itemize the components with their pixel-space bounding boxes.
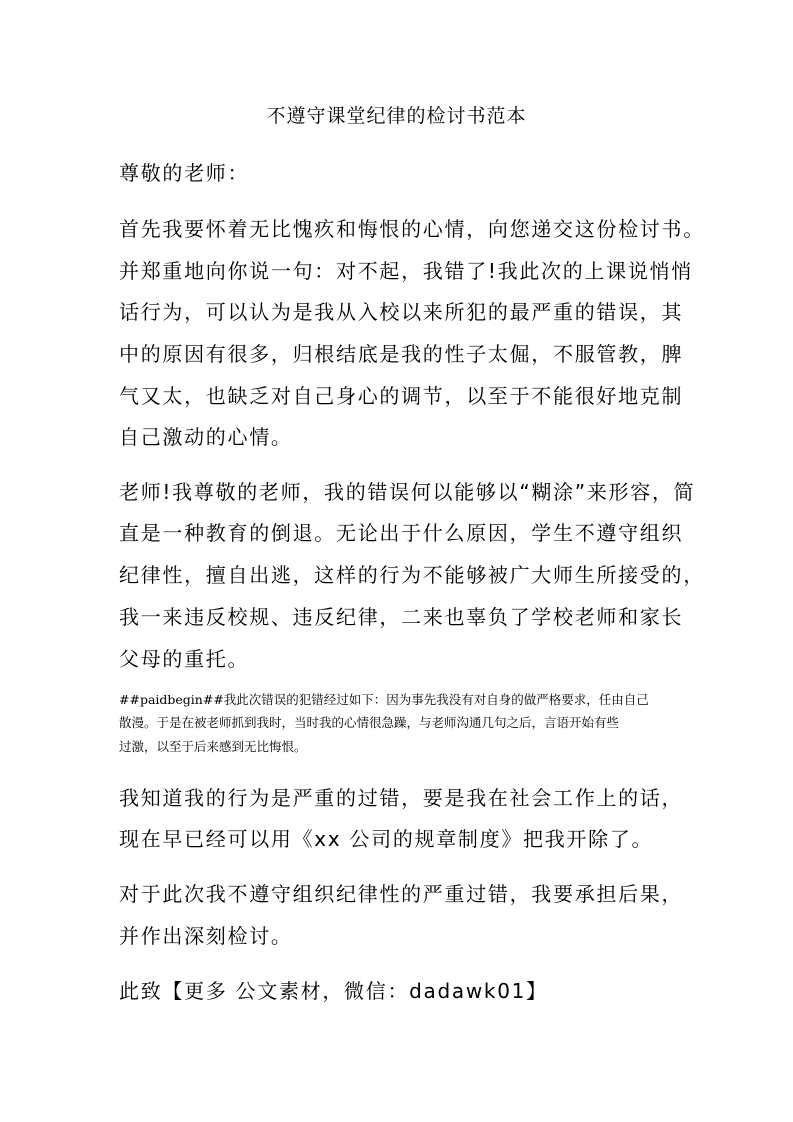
paragraph-2-line-1: 老师!我尊敬的老师，我的错误何以能够以“糊涂”来形容，简 (119, 480, 696, 504)
paragraph-1-line-3: 话行为，可以认为是我从入校以来所犯的最严重的错误，其 (119, 300, 684, 324)
small-paragraph-line-2: 散漫。于是在被老师抓到我时，当时我的心情很急躁，与老师沟通几句之后，言语开始有些 (119, 715, 620, 730)
small-paragraph-line-3: 过激，以至于后来感到无比悔恨。 (119, 739, 307, 754)
paragraph-3-line-1: 我知道我的行为是严重的过错，要是我在社会工作上的话， (119, 786, 684, 810)
paragraph-2-line-5: 父母的重托。 (119, 647, 250, 671)
document-title: 不遵守课堂纪律的检讨书范本 (266, 105, 527, 127)
paragraph-3-line-2: 现在早已经可以用《xx 公司的规章制度》把我开除了。 (119, 827, 654, 851)
paragraph-2-line-3: 纪律性，擅自出逃，这样的行为不能够被广大师生所接受的， (119, 563, 705, 587)
paragraph-4-line-1: 对于此次我不遵守组织纪律性的严重过错，我要承担后果， (119, 882, 684, 906)
paragraph-2-line-2: 直是一种教育的倒退。无论出于什么原因，学生不遵守组织 (119, 521, 684, 545)
paragraph-1-line-6: 自己激动的心情。 (119, 425, 293, 449)
paragraph-1-line-2: 并郑重地向你说一句：对不起，我错了!我此次的上课说悄悄 (119, 259, 693, 283)
small-paragraph-line-1: ##paidbegin##我此次错误的犯错经过如下：因为事先我没有对自身的做严格要求，任由自己 (119, 692, 649, 707)
paragraph-1-line-1: 首先我要怀着无比愧疚和悔恨的心情，向您递交这份检讨书。 (119, 217, 705, 241)
paragraph-1-line-5: 气又太，也缺乏对自己身心的调节，以至于不能很好地克制 (119, 384, 684, 408)
paragraph-4-line-2: 并作出深刻检讨。 (119, 924, 293, 948)
closing-line: 此致【更多 公文素材，微信：dadawk01】 (119, 979, 548, 1003)
paragraph-2-line-4: 我一来违反校规、违反纪律，二来也辜负了学校老师和家长 (119, 605, 684, 629)
paragraph-1-line-4: 中的原因有很多，归根结底是我的性子太倔，不服管教，脾 (119, 342, 684, 366)
salutation: 尊敬的老师： (119, 161, 250, 185)
